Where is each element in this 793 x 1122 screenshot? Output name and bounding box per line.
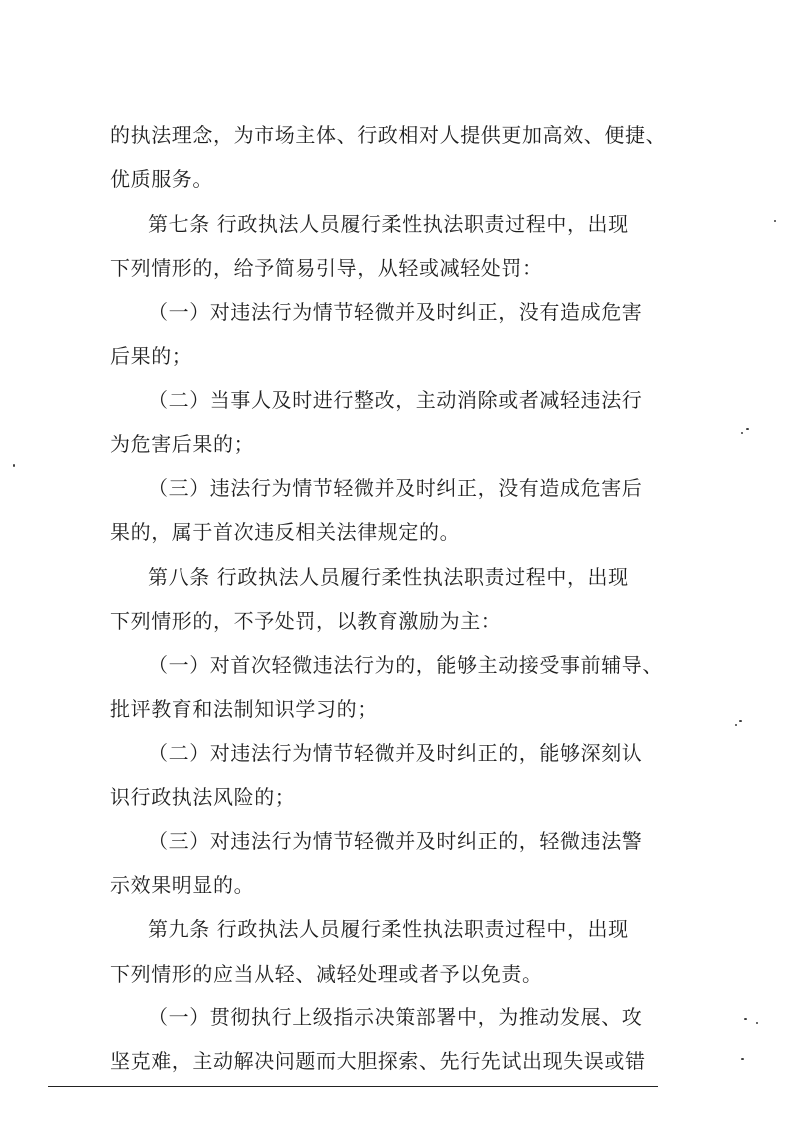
text-line-8: 为危害后果的； — [110, 432, 255, 456]
text-line-14: 批评教育和法制知识学习的； — [110, 697, 378, 721]
scan-speck — [744, 1018, 747, 1020]
article-7-heading: 第七条 行政执法人员履行柔性执法职责过程中，出现 — [148, 212, 629, 236]
article-7-item-1: （一）对违法行为情节轻微并及时纠正，没有造成危害 — [148, 300, 643, 324]
scan-speck — [739, 720, 742, 722]
text-line-18: 示效果明显的。 — [110, 873, 255, 897]
text-line-2: 优质服务。 — [110, 167, 213, 191]
text-line-1: 的执法理念，为市场主体、行政相对人提供更加高效、便捷、 — [110, 123, 667, 147]
scan-speck — [746, 428, 749, 430]
article-8-item-3: （三）对违法行为情节轻微并及时纠正的，轻微违法警 — [148, 829, 643, 853]
article-8-item-2: （二）对违法行为情节轻微并及时纠正的，能够深刻认 — [148, 741, 643, 765]
article-7-item-3: （三）违法行为情节轻微并及时纠正，没有造成危害后 — [148, 476, 643, 500]
article-9-item-1: （一）贯彻执行上级指示决策部署中，为推动发展、攻 — [148, 1005, 643, 1029]
text-line-20: 下列情形的应当从轻、减轻处理或者予以免责。 — [110, 962, 543, 986]
scan-speck — [741, 1058, 744, 1060]
text-line-12: 下列情形的，不予处罚，以教育激励为主： — [110, 609, 502, 633]
footer-rule — [48, 1086, 658, 1087]
text-line-22: 坚克难，主动解决问题而大胆探索、先行先试出现失误或错 — [110, 1049, 646, 1073]
article-7-item-2: （二）当事人及时进行整改，主动消除或者减轻违法行 — [148, 388, 643, 412]
scan-speck — [735, 724, 737, 726]
text-line-4: 下列情形的，给予简易引导，从轻或减轻处罚： — [110, 256, 543, 280]
text-line-10: 果的，属于首次违反相关法律规定的。 — [110, 520, 461, 544]
scan-speck — [774, 220, 776, 222]
article-9-heading: 第九条 行政执法人员履行柔性执法职责过程中，出现 — [148, 917, 629, 941]
scan-speck — [13, 464, 15, 467]
article-8-heading: 第八条 行政执法人员履行柔性执法职责过程中，出现 — [148, 565, 629, 589]
scan-speck — [756, 1022, 758, 1024]
text-line-6: 后果的； — [110, 344, 193, 368]
text-line-16: 识行政执法风险的； — [110, 785, 296, 809]
article-8-item-1: （一）对首次轻微违法行为的，能够主动接受事前辅导、 — [148, 653, 663, 677]
scan-speck — [741, 432, 743, 434]
